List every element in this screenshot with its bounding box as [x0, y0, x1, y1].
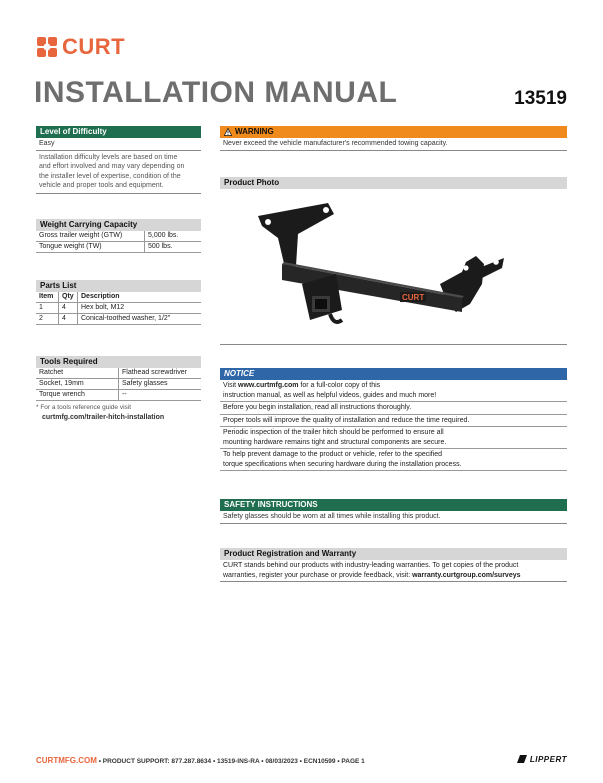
warranty-link[interactable]: warranty.curtgroup.com/surveys	[412, 571, 521, 579]
warning-icon	[224, 128, 232, 136]
registration-header: Product Registration and Warranty	[220, 548, 567, 560]
footer-text: • PRODUCT SUPPORT: 877.287.8634 • 13519-INS-RA • 08/03/2023 • ECN10599 • PAGE 1	[96, 758, 365, 765]
tool-b: --	[119, 390, 202, 401]
tools-table	[36, 368, 201, 401]
tools-note: * For a tools reference guide visit	[36, 404, 132, 411]
tool-b: Safety glasses	[119, 379, 202, 390]
trailer-hitch-image	[252, 200, 504, 332]
weight-label: Tongue weight (TW)	[36, 242, 145, 253]
table-row	[36, 314, 201, 325]
registration-text: CURT stands behind our products with industry-leading warranties. To get copies of the product warranties, register your purchase or provide feedback, visit: warranty.curtgroup.com/surveys	[220, 560, 567, 582]
warning-section	[220, 126, 567, 151]
col-item: Item	[36, 292, 59, 303]
notice-item: Proper tools will improve the quality of installation and reduce the time required.	[220, 415, 567, 428]
divider	[220, 344, 567, 345]
tools-section	[36, 356, 201, 422]
table-row	[36, 242, 201, 253]
lippert-logo: LIPPERT	[517, 755, 567, 764]
notice-header: NOTICE	[220, 368, 567, 380]
weight-value: 500 lbs.	[145, 242, 202, 253]
weight-value: 5,000 lbs.	[145, 231, 202, 242]
table-row	[36, 368, 201, 379]
footer	[36, 756, 365, 767]
tool-a: Ratchet	[36, 368, 119, 379]
col-qty: Qty	[59, 292, 78, 303]
logo-text: CURT	[62, 34, 126, 59]
product-photo-section	[220, 177, 567, 189]
tool-a: Socket, 19mm	[36, 379, 119, 390]
warning-header: WARNING	[220, 126, 567, 138]
notice-visit: Visit www.curtmfg.com for a full-color copy of this instruction manual, as well as helpful videos, guides and much more!	[220, 380, 567, 402]
weight-table	[36, 231, 201, 253]
tool-a: Torque wrench	[36, 390, 119, 401]
difficulty-section	[36, 126, 201, 194]
parts-table	[36, 292, 201, 325]
curt-logo-mark-icon	[36, 36, 58, 58]
safety-text: Safety glasses should be worn at all times while installing this product.	[220, 511, 567, 524]
weight-label: Gross trailer weight (GTW)	[36, 231, 145, 242]
curt-logo	[36, 36, 125, 58]
part-desc: Hex bolt, M12	[78, 303, 202, 314]
weight-header: Weight Carrying Capacity	[36, 219, 201, 231]
safety-header: SAFETY INSTRUCTIONS	[220, 499, 567, 511]
parts-section	[36, 280, 201, 325]
difficulty-header: Level of Difficulty	[36, 126, 201, 138]
registration-section	[220, 548, 567, 582]
notice-item: To help prevent damage to the product or vehicle, refer to the specified torque specifications when securing hardware during the installation process.	[220, 449, 567, 471]
table-row	[36, 379, 201, 390]
table-header-row	[36, 292, 201, 303]
tools-link[interactable]: curtmfg.com/trailer-hitch-installation	[42, 413, 165, 421]
part-item: 1	[36, 303, 59, 314]
table-row	[36, 303, 201, 314]
weight-section	[36, 219, 201, 253]
part-desc: Conical-toothed washer, 1/2"	[78, 314, 202, 325]
tool-b: Flathead screwdriver	[119, 368, 202, 379]
hitch-brand-label: CURT	[402, 293, 425, 302]
lippert-mark-icon	[517, 755, 527, 763]
part-number: 13519	[514, 88, 567, 109]
tools-header: Tools Required	[36, 356, 201, 368]
notice-section	[220, 368, 567, 471]
website-link[interactable]: www.curtmfg.com	[238, 382, 299, 389]
difficulty-level: Easy	[36, 138, 201, 151]
footer-brand-link[interactable]: CURTMFG.COM	[36, 756, 97, 765]
product-photo-header: Product Photo	[220, 177, 567, 189]
part-item: 2	[36, 314, 59, 325]
notice-item: Before you begin installation, read all instructions thoroughly.	[220, 402, 567, 415]
page-title: INSTALLATION MANUAL	[34, 76, 398, 109]
table-row	[36, 231, 201, 242]
part-qty: 4	[59, 314, 78, 325]
parts-header: Parts List	[36, 280, 201, 292]
notice-item: Periodic inspection of the trailer hitch should be performed to ensure all mounting hardware remains tight and structural components are secure.	[220, 427, 567, 449]
col-description: Description	[78, 292, 202, 303]
part-qty: 4	[59, 303, 78, 314]
difficulty-description: Installation difficulty levels are based on time and effort involved and may vary depending on the installer level of expertise, condition of the vehicle and proper tools and equipment.	[36, 151, 201, 194]
warning-text: Never exceed the vehicle manufacturer's recommended towing capacity.	[220, 138, 567, 151]
table-row	[36, 390, 201, 401]
safety-section	[220, 499, 567, 524]
